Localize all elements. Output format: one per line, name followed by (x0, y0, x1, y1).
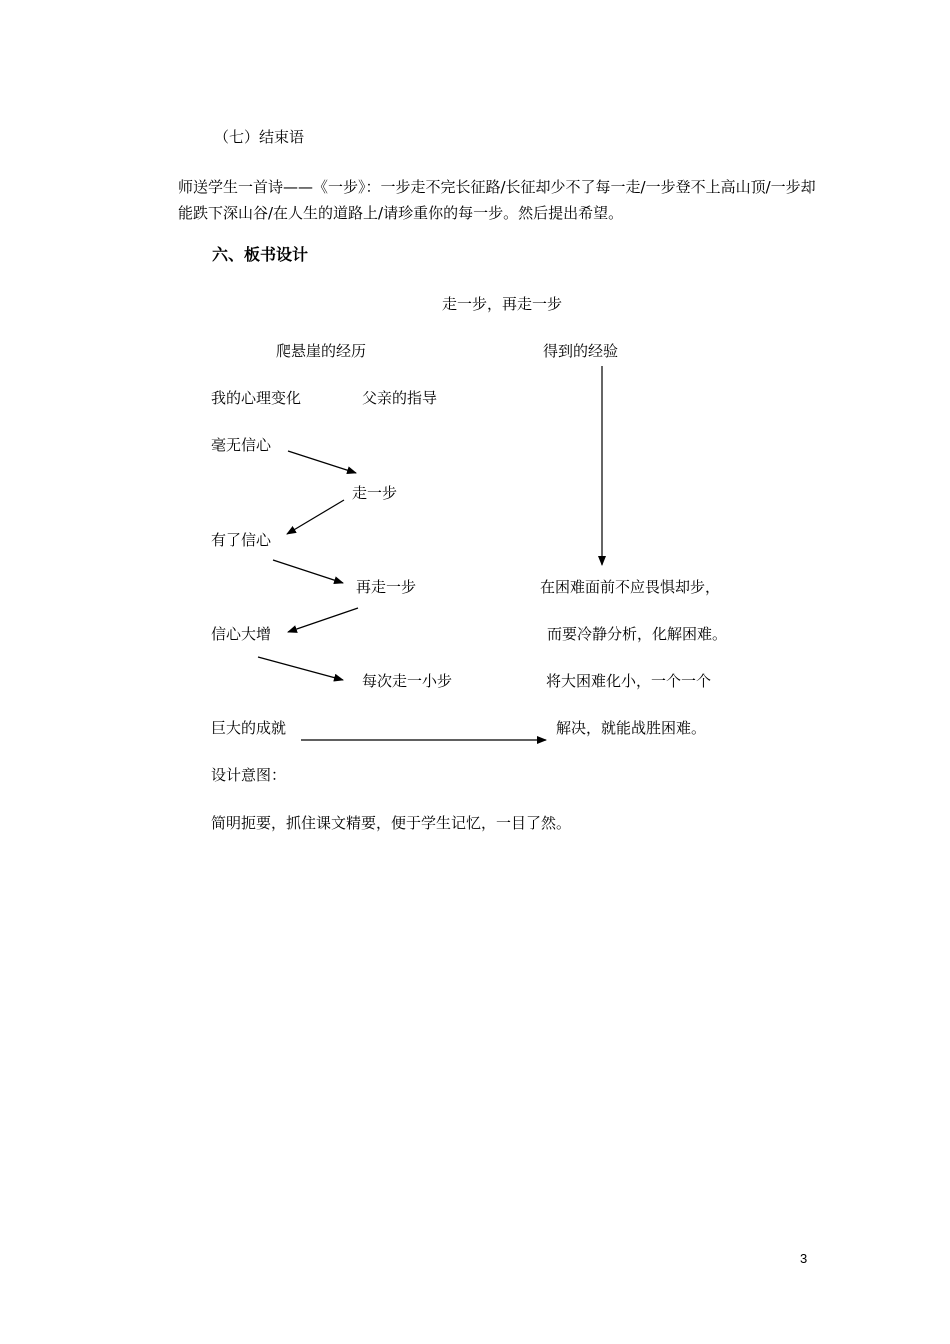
column-mind-label: 我的心理变化 (211, 389, 302, 407)
section-heading: 六、板书设计 (212, 245, 309, 264)
column-father-label: 父亲的指导 (362, 389, 438, 407)
intent-label: 设计意图： (211, 766, 287, 784)
arrow-step2-to-mind3 (288, 608, 358, 632)
lesson-line-1: 在困难面前不应畏惧却步， (540, 578, 721, 596)
step-2: 再走一步 (356, 578, 417, 596)
lesson-line-4: 解决，就能战胜困难。 (556, 719, 707, 737)
arrow-step1-to-mind2 (287, 500, 344, 534)
lesson-line-2: 而要冷静分析，化解困难。 (547, 625, 728, 643)
mind-state-2: 有了信心 (211, 531, 272, 549)
arrow-mind1-to-step1 (288, 451, 356, 473)
intent-text: 简明扼要，抓住课文精要，便于学生记忆，一目了然。 (211, 814, 572, 832)
page-number: 3 (800, 1251, 808, 1266)
step-1: 走一步 (352, 484, 398, 502)
mind-state-3: 信心大增 (211, 625, 272, 643)
step-3: 每次走一小步 (362, 672, 453, 690)
board-title: 走一步，再走一步 (442, 295, 563, 313)
board-left-header: 爬悬崖的经历 (276, 342, 367, 360)
arrow-mind2-to-step2 (273, 560, 343, 583)
closing-title: （七）结束语 (214, 128, 305, 146)
closing-paragraph: 师送学生一首诗——《一步》：一步走不完长征路/长征却少不了每一走/一步登不上高山顶/一步却能跌下深山谷/在人生的道路上/请珍重你的每一步。然后提出希望。 (178, 178, 816, 222)
mind-state-1: 毫无信心 (211, 436, 272, 454)
arrow-mind3-to-step3 (258, 657, 343, 680)
board-right-header: 得到的经验 (543, 342, 619, 360)
result-label: 巨大的成就 (211, 719, 287, 737)
lesson-line-3: 将大困难化小，一个一个 (546, 672, 712, 690)
